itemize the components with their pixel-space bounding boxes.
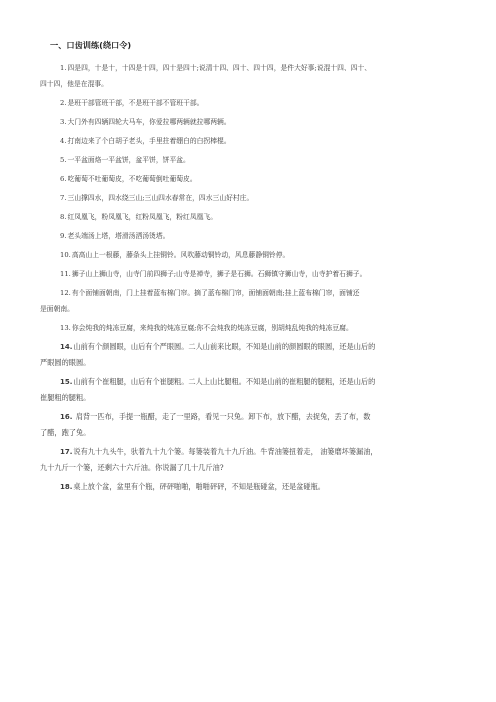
list-item [40, 320, 460, 336]
list-item [40, 133, 460, 149]
item-line-2: 严眼圆的眼圆。 [40, 358, 91, 367]
item-line-1 [40, 190, 460, 206]
item-line-2: 崔腿粗的腿粗。 [40, 393, 91, 402]
item-text: 你会炖我的炖冻豆腐，来炖我的炖冻豆腐;你不会炖我的炖冻豆腐，别胡炖乱炖我的炖冻豆腐。 [71, 324, 353, 332]
item-text: 红凤凰飞，粉凤凰飞，红粉凤凰飞，粉红凤凰飞。 [67, 213, 218, 221]
item-line-1 [40, 339, 460, 355]
tongue-twister-list [40, 60, 460, 498]
item-text: 桌上放个盆，盆里有个瓶，砰砰啪啪，啪啪砰砰，不知是瓶碰盆，还是盆碰瓶。 [73, 482, 325, 491]
item-line-1 [40, 479, 460, 495]
list-item [40, 479, 460, 495]
list-item [40, 339, 460, 371]
item-text: 吃葡萄不吐葡萄皮，不吃葡萄倒吐葡萄皮。 [67, 175, 197, 183]
item-number: 9. [60, 232, 67, 240]
list-item [40, 114, 460, 130]
item-text: 一平盆面烙一平盆饼，盆平饼，饼平盆。 [67, 156, 190, 164]
item-line-1 [40, 247, 460, 263]
list-item [40, 152, 460, 168]
item-number: 15. [60, 378, 73, 386]
list-item [40, 444, 460, 476]
item-number: 2. [60, 99, 67, 107]
list-item [40, 247, 460, 263]
item-text: 肩背一匹布，手提一瓶醋，走了一里路，看见一只兔。卸下布，放下醋，去捉兔，丢了布，数 [73, 412, 371, 421]
item-text: 大门外有四辆四轮大马车，你爱拉哪两辆就拉哪两辆。 [67, 118, 231, 126]
item-line-1 [40, 320, 460, 336]
item-number: 14. [60, 343, 73, 351]
item-text: 有个面铺面朝南，门上挂着蓝布棉门帘。摘了蓝布棉门帘，面铺面朝南;挂上蓝布棉门帘，面铺还 [71, 289, 360, 297]
item-number: 11. [60, 270, 71, 278]
item-line-1 [40, 209, 460, 225]
item-text: 说有九十九头牛，驮着九十九个篓。每篓装着九十九斤油。牛背油篓扭着走， 油篓磨坏篓漏油， [73, 447, 378, 456]
section-heading: 一、口齿训练(绕口令) [50, 40, 132, 50]
list-item [40, 190, 460, 206]
item-text: 山前有个崔粗腿，山后有个崔腿粗。二人上山比腿粗。不知是山前的崔粗腿的腿粗，还是山后的 [73, 377, 376, 386]
item-text: 是班干部管班干部，不是班干部不管班干部。 [67, 99, 204, 107]
item-number: 3. [60, 118, 67, 126]
list-item [40, 409, 460, 441]
item-line-1 [40, 133, 460, 149]
item-number: 13. [60, 324, 71, 332]
item-text: 狮子山上狮山寺，山寺门前四狮子;山寺是禅寺，狮子是石狮。石狮镇守狮山寺，山寺护着石狮子。 [71, 270, 367, 278]
item-number: 8. [60, 213, 67, 221]
item-number: 7. [60, 194, 67, 202]
item-line-2: 是面朝南。 [40, 305, 74, 313]
item-line-1 [40, 374, 460, 390]
item-line-1 [40, 228, 460, 244]
list-item [40, 266, 460, 282]
item-number: 16. [60, 413, 73, 421]
item-number: 10. [60, 251, 71, 259]
item-number: 12. [60, 289, 71, 297]
item-number: 5. [60, 156, 67, 164]
item-line-2: 了醋，跑了兔。 [40, 428, 91, 437]
item-line-1 [40, 285, 460, 301]
list-item [40, 228, 460, 244]
item-line-1 [40, 444, 460, 460]
item-text: 老头端汤上塔，塔滑汤洒汤烫塔。 [67, 232, 170, 240]
list-item [40, 60, 460, 92]
item-line-1 [40, 95, 460, 111]
item-number: 18. [60, 483, 73, 491]
list-item [40, 171, 460, 187]
item-number: 17. [60, 448, 73, 456]
item-line-1 [40, 152, 460, 168]
item-line-1 [40, 409, 460, 425]
item-number: 6. [60, 175, 67, 183]
item-text: 高高山上一根藤，藤条头上挂铜铃。风吹藤动铜铃动，风息藤静铜铃停。 [71, 251, 290, 259]
item-text: 三山撑四水，四水绕三山;三山四水春常在，四水三山好村庄。 [67, 194, 254, 202]
item-line-1 [40, 60, 460, 76]
item-text: 打南边来了个白胡子老头，手里拄着绷白的白拐棒棍。 [67, 137, 231, 145]
item-text: 四是四，十是十，十四是十四，四十是四十;说清十四、四十、四十四，是件大好事;说混十四、四十、 [67, 64, 372, 72]
item-text: 山前有个颜圆眼，山后有个严眼圆。二人山前来比眼，不知是山前的颜圆眼的眼圆，还是山后的 [73, 342, 376, 351]
item-number: 1. [60, 64, 67, 72]
list-item [40, 374, 460, 406]
item-line-2: 九十九斤一个篓，还剩六十六斤油。你说漏了几十几斤油? [40, 463, 224, 472]
list-item [40, 285, 460, 317]
item-line-1 [40, 114, 460, 130]
item-number: 4. [60, 137, 67, 145]
list-item [40, 95, 460, 111]
item-line-1 [40, 171, 460, 187]
item-line-2: 四十四，他是在混事。 [40, 80, 108, 88]
item-line-1 [40, 266, 460, 282]
list-item [40, 209, 460, 225]
